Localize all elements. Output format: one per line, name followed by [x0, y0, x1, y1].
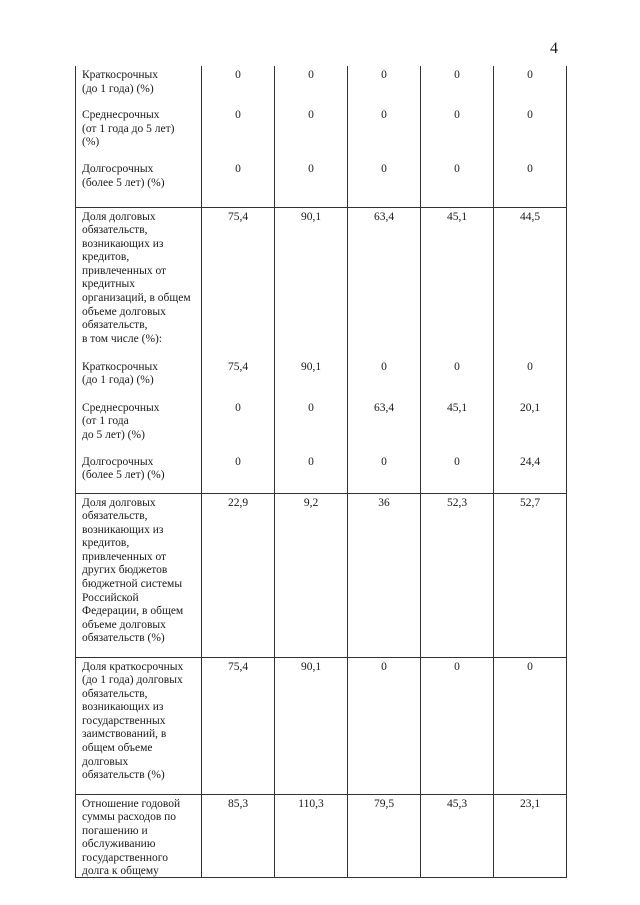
- table-row: [76, 657, 567, 794]
- indicator-value: 0: [235, 455, 241, 468]
- value-cell: [421, 657, 494, 794]
- indicator-value: 0: [381, 360, 387, 373]
- indicator-label-cell: [76, 207, 202, 493]
- indicator-value: 90,1: [300, 660, 322, 673]
- indicator-value: 0: [235, 69, 241, 81]
- value-cell: [202, 66, 275, 207]
- indicator-label: Долгосрочных (более 5 лет) (%): [82, 163, 165, 189]
- indicator-value: 20,1: [519, 401, 541, 414]
- indicator-value: 0: [381, 163, 387, 175]
- indicator-label-cell: [76, 493, 202, 657]
- value-cell: [421, 207, 494, 493]
- value-cell: [348, 207, 421, 493]
- indicator-value: 0: [527, 660, 533, 673]
- indicator-value: 0: [454, 660, 460, 673]
- value-cell: [275, 207, 348, 493]
- indicator-value: 0: [454, 163, 460, 175]
- value-cell: [348, 66, 421, 207]
- indicator-value: 90,1: [300, 360, 322, 373]
- indicator-label: Среднесрочных (от 1 года до 5 лет) (%): [82, 109, 175, 149]
- indicator-value: 0: [454, 69, 460, 81]
- indicator-value: 0: [527, 69, 533, 81]
- indicator-value: 63,4: [373, 210, 395, 223]
- indicator-label-cell: [76, 66, 202, 207]
- indicator-value: 0: [454, 455, 460, 468]
- value-cell: [421, 794, 494, 877]
- indicator-value: 52,7: [519, 496, 541, 509]
- indicator-value: 85,3: [227, 797, 249, 810]
- indicator-value: 0: [381, 660, 387, 673]
- indicator-label: Долгосрочных (более 5 лет) (%): [82, 455, 165, 482]
- debt-indicators-table: [75, 66, 567, 878]
- indicator-value: 0: [454, 109, 460, 121]
- value-cell: [275, 493, 348, 657]
- indicator-label: Доля долговых обязательств, возникающих из кредитов, привлеченных от других бюджетов бюджетной системы Российской Федерации, в общем объеме долговых обязательств (%): [82, 496, 184, 645]
- indicator-label: Краткосрочных (до 1 года) (%): [82, 69, 159, 95]
- indicator-value: 79,5: [373, 797, 395, 810]
- indicator-value: 0: [308, 455, 314, 468]
- value-cell: [348, 657, 421, 794]
- value-cell: [275, 66, 348, 207]
- value-cell: [275, 794, 348, 877]
- value-cell: [202, 207, 275, 493]
- indicator-value: 52,3: [446, 496, 468, 509]
- indicator-value: 0: [235, 109, 241, 121]
- value-cell: [202, 657, 275, 794]
- value-cell: [494, 493, 567, 657]
- value-cell: [421, 493, 494, 657]
- indicator-value: 63,4: [373, 401, 395, 414]
- value-cell: [494, 657, 567, 794]
- indicator-value: 45,1: [446, 210, 468, 223]
- indicator-value: 0: [527, 163, 533, 175]
- indicator-label-cell: [76, 657, 202, 794]
- indicator-value: 44,5: [519, 210, 541, 223]
- indicator-label: Краткосрочных (до 1 года) (%): [82, 360, 159, 387]
- indicator-value: 0: [527, 360, 533, 373]
- table-row: [76, 207, 567, 493]
- value-cell: [348, 493, 421, 657]
- table-body: [76, 66, 567, 877]
- indicator-value: 110,3: [298, 797, 324, 810]
- indicator-label: Доля краткосрочных (до 1 года) долговых обязательств, возникающих из государственных заимствований, в общем объеме долговых обязательств (%): [82, 660, 184, 782]
- indicator-value: 45,1: [446, 401, 468, 414]
- indicator-value: 0: [235, 163, 241, 175]
- indicator-value: 22,9: [227, 496, 249, 509]
- value-cell: [202, 493, 275, 657]
- indicator-value: 0: [381, 69, 387, 81]
- value-cell: [421, 66, 494, 207]
- indicator-label-cell: [76, 794, 202, 877]
- value-cell: [494, 794, 567, 877]
- indicator-value: 0: [454, 360, 460, 373]
- indicator-value: 0: [235, 401, 241, 414]
- indicator-value: 90,1: [300, 210, 322, 223]
- indicator-label: Доля долговых обязательств, возникающих из кредитов, привлеченных от кредитных организаций, в общем объеме долговых обязательств, в том числе (%):: [82, 210, 191, 345]
- indicator-value: 75,4: [227, 660, 249, 673]
- indicator-value: 0: [381, 109, 387, 121]
- page-number: 4: [550, 40, 558, 57]
- indicator-value: 0: [308, 401, 314, 414]
- indicator-value: 75,4: [227, 360, 249, 373]
- value-cell: [348, 794, 421, 877]
- indicator-value: 75,4: [227, 210, 249, 223]
- indicator-value: 24,4: [519, 455, 541, 468]
- table-row: [76, 66, 567, 207]
- indicator-value: 36: [378, 496, 390, 509]
- value-cell: [202, 794, 275, 877]
- indicator-value: 45,3: [446, 797, 468, 810]
- indicator-label: Отношение годовой суммы расходов по погашению и обслуживанию государственного долга к общему: [82, 797, 181, 878]
- value-cell: [494, 207, 567, 493]
- indicator-value: 23,1: [519, 797, 541, 810]
- value-cell: [275, 657, 348, 794]
- indicator-value: 0: [381, 455, 387, 468]
- value-cell: [494, 66, 567, 207]
- table-row: [76, 794, 567, 877]
- indicator-value: 0: [308, 69, 314, 81]
- indicator-value: 0: [527, 109, 533, 121]
- indicator-value: 0: [308, 109, 314, 121]
- table-row: [76, 493, 567, 657]
- indicator-value: 0: [308, 163, 314, 175]
- indicator-value: 9,2: [303, 496, 319, 509]
- indicator-label: Среднесрочных (от 1 года до 5 лет) (%): [82, 401, 160, 441]
